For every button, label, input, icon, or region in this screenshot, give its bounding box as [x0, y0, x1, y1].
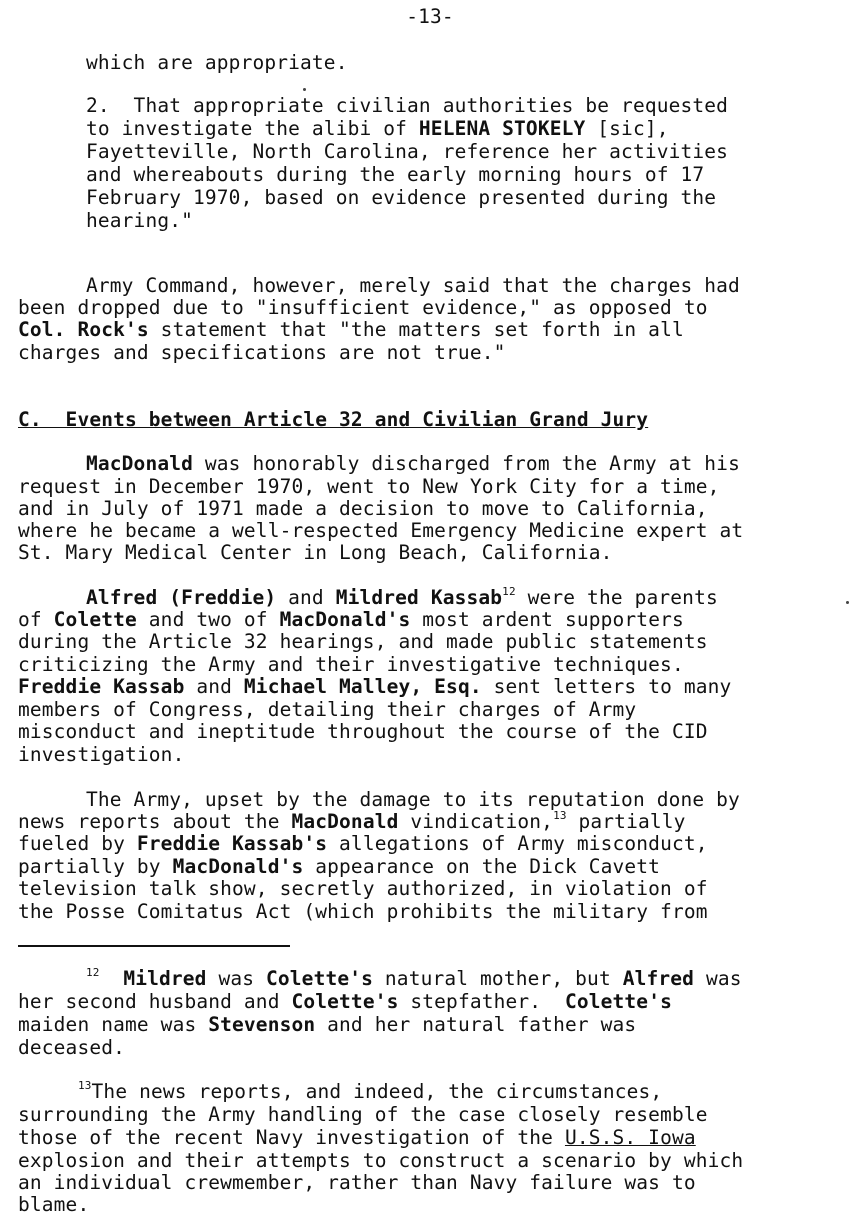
paragraph-line: partially by MacDonald's appearance on the Dick Cavett — [18, 855, 661, 878]
paragraph-line: been dropped due to "insufficient evidence," as opposed to — [18, 296, 708, 319]
paragraph-line: fueled by Freddie Kassab's allegations of Army misconduct, — [18, 832, 708, 855]
page-number: -13- — [406, 5, 454, 28]
footnote-ref-13: 13 — [553, 809, 567, 822]
item2-line: February 1970, based on evidence presented during the — [86, 186, 717, 209]
footnote-ref-12: 12 — [502, 585, 516, 598]
paragraph-line: St. Mary Medical Center in Long Beach, California. — [18, 541, 613, 564]
footnote-number-13: 13 — [78, 1079, 92, 1092]
item2-line: 2. That appropriate civilian authorities be requested — [86, 94, 729, 117]
paragraph-line: news reports about the MacDonald vindication,$^{13}$ partially — [18, 809, 686, 833]
paragraph-line: television talk show, secretly authorized, in violation of — [18, 877, 708, 900]
paragraph-line: the Posse Comitatus Act (which prohibits the military from — [18, 900, 708, 923]
footnote-line: an individual crewmember, rather than Navy failure was to — [18, 1171, 696, 1194]
paragraph-line: where he became a well-respected Emergency Medicine expert at — [18, 519, 744, 542]
name-mildred-kassab: Mildred Kassab — [335, 586, 503, 609]
paragraph-line: Col. Rock's statement that "the matters set forth in all — [18, 318, 684, 341]
section-heading: C. Events between Article 32 and Civilian Grand Jury — [18, 408, 649, 431]
paragraph-line: during the Article 32 hearings, and made public statements — [18, 630, 708, 653]
paragraph-line: charges and specifications are not true." — [18, 341, 506, 364]
paragraph-line: The Army, upset by the damage to its reputation done by — [86, 788, 740, 811]
footnote-line: $^{12}$ Mildred was Colette's natural mother, but Alfred was — [86, 966, 742, 990]
item2-line: Fayetteville, North Carolina, reference her activities — [86, 140, 729, 163]
footnote-line: surrounding the Army handling of the case closely resemble — [18, 1103, 708, 1126]
name-macdonald: MacDonald — [86, 452, 194, 475]
name-col-rock: Col. Rock's — [18, 318, 149, 341]
scan-speck — [303, 88, 306, 91]
paragraph-line: and in July of 1971 made a decision to move to California, — [18, 497, 708, 520]
footnote-line: deceased. — [18, 1036, 126, 1059]
scan-speck — [846, 601, 849, 604]
footnote-line: her second husband and Colette's stepfather. Colette's — [18, 990, 672, 1013]
paragraph-line: misconduct and ineptitude throughout the course of the CID — [18, 720, 708, 743]
paragraph-line: of Colette and two of MacDonald's most ardent supporters — [18, 608, 684, 631]
footnote-line: explosion and their attempts to construct a scenario by which — [18, 1149, 744, 1172]
item2-line: hearing." — [86, 209, 194, 232]
ship-name-uss-iowa: U.S.S. Iowa — [564, 1126, 696, 1149]
item2-line: and whereabouts during the early morning hours of 17 — [86, 163, 705, 186]
footnote-number-12: 12 — [86, 966, 100, 979]
paragraph-line: criticizing the Army and their investigative techniques. — [18, 653, 684, 676]
footnote-line: $^{13}$The news reports, and indeed, the circumstances, — [78, 1079, 663, 1103]
footnote-separator — [18, 945, 290, 947]
footnote-line: blame. — [18, 1193, 90, 1216]
name-helena-stokely: HELENA STOKELY — [418, 117, 586, 140]
quote-tail: which are appropriate. — [86, 51, 348, 74]
item2-line: to investigate the alibi of HELENA STOKELY [sic], — [86, 117, 669, 140]
paragraph-line: Freddie Kassab and Michael Malley, Esq. sent letters to many — [18, 675, 732, 698]
footnote-line: those of the recent Navy investigation of the U.S.S. Iowa — [18, 1126, 696, 1149]
paragraph-line: Alfred (Freddie) and Mildred Kassab$^{12}$ were the parents — [86, 585, 718, 609]
paragraph-line: request in December 1970, went to New York City for a time, — [18, 475, 720, 498]
paragraph-line: investigation. — [18, 743, 185, 766]
paragraph-line: members of Congress, detailing their charges of Army — [18, 698, 637, 721]
footnote-line: maiden name was Stevenson and her natural father was — [18, 1013, 637, 1036]
paragraph-line: Army Command, however, merely said that the charges had — [86, 274, 740, 297]
name-alfred-freddie: Alfred (Freddie) — [86, 586, 277, 609]
paragraph-line: MacDonald was honorably discharged from the Army at his — [86, 452, 740, 475]
